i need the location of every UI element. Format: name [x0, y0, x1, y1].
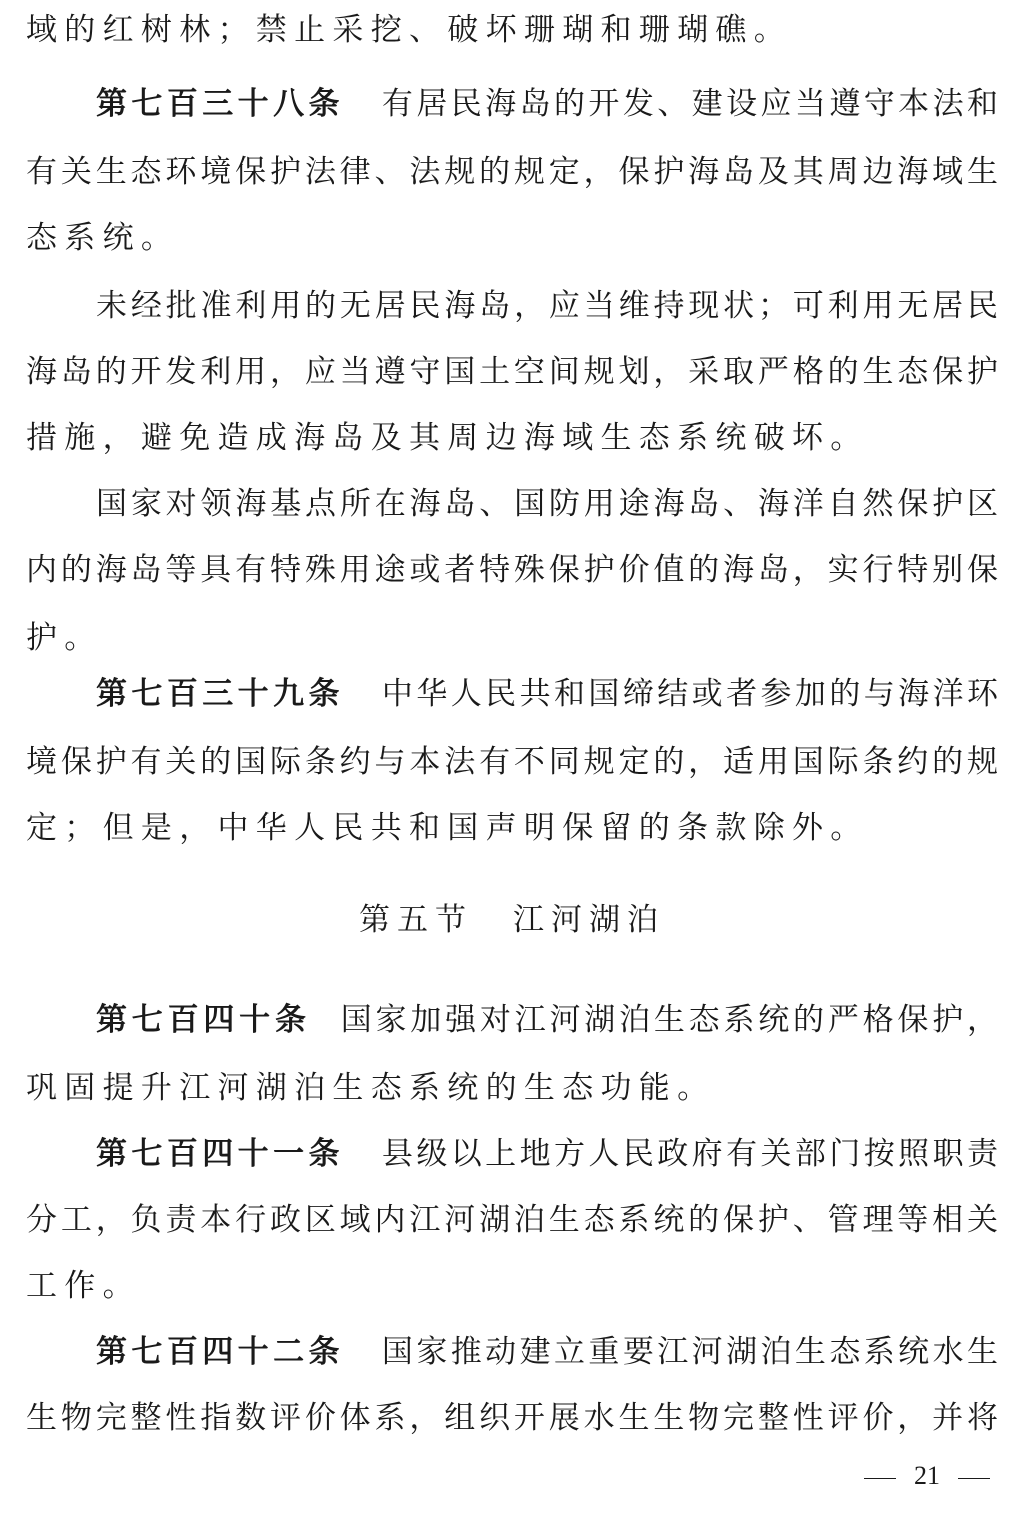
- text-line: 海岛的开发利用，应当遵守国土空间规划，采取严格的生态保护: [26, 354, 998, 390]
- article-text: 有居民海岛的开发、建设应当遵守本法和: [381, 86, 999, 122]
- page-number: [846, 1456, 1008, 1496]
- article-740-line: [96, 998, 998, 1042]
- text-line: 境保护有关的国际条约与本法有不同规定的，适用国际条约的规: [26, 744, 998, 780]
- text-line: 生物完整性指数评价体系，组织开展水生生物完整性评价，并将: [26, 1400, 998, 1436]
- article-text: 国家加强对江河湖泊生态系统的严格保护，: [340, 1002, 998, 1038]
- section-heading: [0, 898, 1024, 942]
- text-line: 巩固提升江河湖泊生态系统的生态功能。: [26, 1070, 716, 1106]
- text-line: 工作。: [26, 1268, 141, 1304]
- dash-right: [958, 1478, 990, 1479]
- section-name: 江河湖泊: [513, 902, 665, 938]
- text-line: 国家对领海基点所在海岛、国防用途海岛、海洋自然保护区: [96, 486, 998, 522]
- text-line: 措施，避免造成海岛及其周边海域生态系统破坏。: [26, 420, 869, 456]
- article-number: 第七百三十九条: [96, 676, 344, 712]
- article-text: 中华人民共和国缔结或者参加的与海洋环: [381, 676, 999, 712]
- article-number: 第七百四十条: [96, 1002, 311, 1038]
- text-line: 内的海岛等具有特殊用途或者特殊保护价值的海岛，实行特别保: [26, 552, 998, 588]
- article-text: 县级以上地方人民政府有关部门按照职责: [381, 1136, 999, 1172]
- article-741-line: [96, 1132, 998, 1176]
- article-number: 第七百四十一条: [96, 1136, 344, 1172]
- text-line: 护。: [26, 620, 103, 656]
- section-number: 第五节: [359, 902, 473, 938]
- dash-left: [864, 1478, 896, 1479]
- article-text: 国家推动建立重要江河湖泊生态系统水生: [381, 1334, 999, 1370]
- text-line: 态系统。: [26, 220, 180, 256]
- text-line: 有关生态环境保护法律、法规的规定，保护海岛及其周边海域生: [26, 154, 998, 190]
- article-number: 第七百四十二条: [96, 1334, 344, 1370]
- page-number-value: 21: [914, 1461, 940, 1490]
- text-line: 分工，负责本行政区域内江河湖泊生态系统的保护、管理等相关: [26, 1202, 998, 1238]
- text-line: 域的红树林；禁止采挖、破坏珊瑚和珊瑚礁。: [26, 12, 792, 48]
- text-line: 未经批准利用的无居民海岛，应当维持现状；可利用无居民: [96, 288, 998, 324]
- article-739-line: [96, 672, 998, 716]
- text-line: 定；但是，中华人民共和国声明保留的条款除外。: [26, 810, 869, 846]
- article-number: 第七百三十八条: [96, 86, 344, 122]
- article-742-line: [96, 1330, 998, 1374]
- article-738-line: [96, 82, 998, 126]
